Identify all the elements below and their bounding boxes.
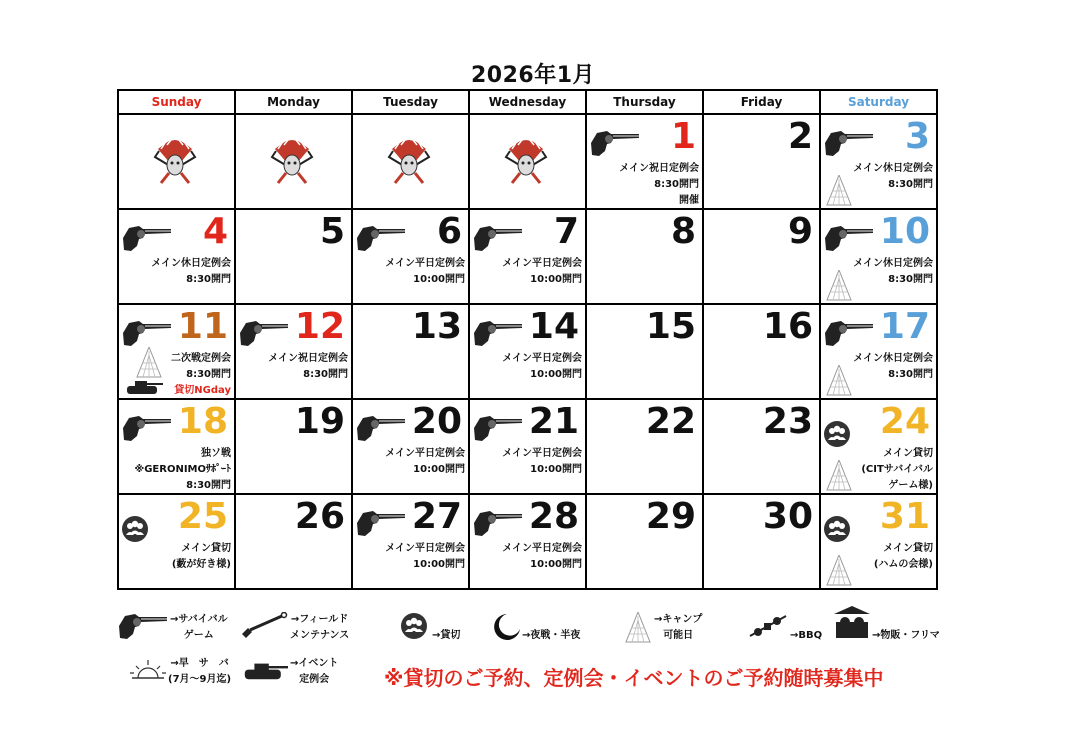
day-cell-22[interactable] xyxy=(586,399,703,494)
event-line: 10:00開門 xyxy=(530,464,582,475)
legend-event: →イベント 定例会 xyxy=(290,658,339,685)
event-line: 10:00開門 xyxy=(530,369,582,380)
event-text xyxy=(268,351,348,383)
event-text xyxy=(171,351,231,399)
event-line: メイン貸切 xyxy=(181,543,231,554)
legend-night-battle: →夜戦・半夜 xyxy=(522,630,581,641)
day-cell-26[interactable] xyxy=(235,494,352,589)
revolver-icon xyxy=(121,414,173,444)
bbq-skewer-icon xyxy=(746,610,790,640)
day-number: 9 xyxy=(787,211,813,252)
calendar-grid xyxy=(117,89,938,590)
event-text xyxy=(861,446,933,494)
day-cell-24[interactable] xyxy=(820,399,937,494)
event-line: ※GERONIMOｻﾎﾟｰﾄ xyxy=(134,464,231,475)
day-number: 15 xyxy=(645,306,696,347)
revolver-icon xyxy=(355,414,407,444)
event-line: メイン平日定例会 xyxy=(385,543,465,554)
native-chief-icon xyxy=(504,139,548,185)
day-cell-18[interactable] xyxy=(118,399,235,494)
revolver-icon xyxy=(823,224,875,254)
day-number: 4 xyxy=(202,211,228,252)
day-cell-5[interactable] xyxy=(235,209,352,304)
native-chief-icon xyxy=(153,139,197,185)
tipi-tent-icon xyxy=(825,270,853,301)
event-text xyxy=(172,541,231,573)
empty-day-cell xyxy=(118,114,235,209)
day-cell-12[interactable] xyxy=(235,304,352,399)
day-number: 31 xyxy=(879,496,930,537)
week-row xyxy=(118,399,937,494)
day-number: 6 xyxy=(436,211,462,252)
revolver-icon xyxy=(589,129,641,159)
week-row xyxy=(118,114,937,209)
day-number: 11 xyxy=(177,306,228,347)
event-line: メイン平日定例会 xyxy=(502,448,582,459)
week-row xyxy=(118,494,937,589)
day-number: 1 xyxy=(670,116,696,157)
day-cell-2[interactable] xyxy=(703,114,820,209)
market-stall-icon xyxy=(832,604,872,640)
day-cell-11[interactable] xyxy=(118,304,235,399)
crescent-moon-icon xyxy=(492,612,522,642)
native-chief-icon xyxy=(387,139,431,185)
event-text xyxy=(151,256,231,288)
event-line: メイン休日定例会 xyxy=(151,258,231,269)
event-line: 10:00開門 xyxy=(413,559,465,570)
day-number: 16 xyxy=(762,306,813,347)
event-text xyxy=(385,541,465,573)
event-line: 8:30開門 xyxy=(654,179,699,190)
event-line: (CITサバイバル xyxy=(861,464,933,475)
tipi-tent-icon xyxy=(825,365,853,396)
event-text xyxy=(853,256,933,288)
event-line: メイン祝日定例会 xyxy=(619,163,699,174)
weekday-thursday: Thursday xyxy=(586,90,703,114)
tank-icon xyxy=(240,660,292,680)
day-number: 25 xyxy=(177,496,228,537)
event-text xyxy=(502,351,582,383)
event-line: ゲーム様) xyxy=(888,480,933,491)
event-line: (ハムの会様) xyxy=(873,559,933,570)
event-line: メイン平日定例会 xyxy=(385,258,465,269)
revolver-icon xyxy=(823,129,875,159)
tipi-tent-icon xyxy=(624,612,652,643)
tipi-tent-icon xyxy=(825,175,853,206)
event-text xyxy=(853,351,933,383)
day-number: 10 xyxy=(879,211,930,252)
event-line: 10:00開門 xyxy=(530,274,582,285)
native-chief-icon xyxy=(270,139,314,185)
day-number: 14 xyxy=(528,306,579,347)
day-number: 8 xyxy=(670,211,696,252)
event-line: メイン休日定例会 xyxy=(853,258,933,269)
revolver-icon xyxy=(472,319,524,349)
event-text xyxy=(502,541,582,573)
event-text xyxy=(874,541,933,573)
event-line: メイン平日定例会 xyxy=(502,353,582,364)
group-people-icon xyxy=(823,515,851,543)
day-number: 20 xyxy=(411,401,462,442)
empty-day-cell xyxy=(469,114,586,209)
event-text xyxy=(134,446,231,494)
legend-survival: →サバイバル ゲーム xyxy=(170,614,228,641)
tank-icon xyxy=(123,378,165,396)
event-line: 8:30開門 xyxy=(888,369,933,380)
group-people-icon xyxy=(400,612,430,642)
event-line: 貸切NGday xyxy=(174,385,231,396)
weekday-wednesday: Wednesday xyxy=(469,90,586,114)
event-line: メイン貸切 xyxy=(883,543,933,554)
week-row xyxy=(118,209,937,304)
weekday-monday: Monday xyxy=(235,90,352,114)
empty-day-cell xyxy=(235,114,352,209)
legend-camp: →キャンプ 可能日 xyxy=(654,614,703,641)
revolver-icon xyxy=(355,224,407,254)
day-cell-21[interactable] xyxy=(469,399,586,494)
event-line: メイン平日定例会 xyxy=(385,448,465,459)
day-cell-3[interactable] xyxy=(820,114,937,209)
legend-field-maintenance: →フィールド メンテナンス xyxy=(290,614,350,641)
day-cell-29[interactable] xyxy=(586,494,703,589)
tipi-tent-icon xyxy=(135,347,163,378)
day-cell-31[interactable] xyxy=(820,494,937,589)
day-cell-16[interactable] xyxy=(703,304,820,399)
event-line: メイン貸切 xyxy=(883,448,933,459)
day-cell-7[interactable] xyxy=(469,209,586,304)
event-line: 8:30開門 xyxy=(888,179,933,190)
legend-market: →物販・フリマ xyxy=(872,630,940,641)
sunrise-icon xyxy=(128,656,168,682)
day-cell-13[interactable] xyxy=(352,304,469,399)
day-cell-10[interactable] xyxy=(820,209,937,304)
revolver-icon xyxy=(472,509,524,539)
day-cell-19[interactable] xyxy=(235,399,352,494)
event-line: 10:00開門 xyxy=(413,274,465,285)
day-cell-30[interactable] xyxy=(703,494,820,589)
event-line: メイン祝日定例会 xyxy=(268,353,348,364)
day-number: 26 xyxy=(294,496,345,537)
day-cell-23[interactable] xyxy=(703,399,820,494)
page-title: 2026年1月 xyxy=(470,63,596,88)
day-number: 21 xyxy=(528,401,579,442)
event-line: 独ソ戦 xyxy=(201,448,231,459)
event-line: 8:30開門 xyxy=(186,369,231,380)
revolver-icon xyxy=(238,319,290,349)
day-number: 19 xyxy=(294,401,345,442)
revolver-icon xyxy=(121,319,173,349)
day-number: 12 xyxy=(294,306,345,347)
day-cell-14[interactable] xyxy=(469,304,586,399)
event-line: 8:30開門 xyxy=(186,274,231,285)
revolver-icon xyxy=(121,224,173,254)
day-number: 5 xyxy=(319,211,345,252)
weekday-saturday: Saturday xyxy=(820,90,937,114)
weekday-header-row xyxy=(118,90,937,114)
revolver-icon xyxy=(117,612,169,642)
day-number: 7 xyxy=(553,211,579,252)
legend-early-survival: →早 サ バ (7月〜9月迄) xyxy=(168,658,232,685)
event-line: メイン休日定例会 xyxy=(853,353,933,364)
day-cell-6[interactable] xyxy=(352,209,469,304)
day-number: 28 xyxy=(528,496,579,537)
day-cell-1[interactable] xyxy=(586,114,703,209)
event-line: (藪が好き様) xyxy=(171,559,231,570)
day-cell-27[interactable] xyxy=(352,494,469,589)
day-cell-28[interactable] xyxy=(469,494,586,589)
revolver-icon xyxy=(823,319,875,349)
event-text xyxy=(619,161,699,209)
event-line: メイン休日定例会 xyxy=(853,163,933,174)
revolver-icon xyxy=(355,509,407,539)
event-line: 8:30開門 xyxy=(186,480,231,491)
day-cell-8[interactable] xyxy=(586,209,703,304)
day-number: 24 xyxy=(879,401,930,442)
day-number: 13 xyxy=(411,306,462,347)
week-row xyxy=(118,304,937,399)
event-text xyxy=(853,161,933,193)
event-text xyxy=(385,446,465,478)
day-cell-20[interactable] xyxy=(352,399,469,494)
event-line: メイン平日定例会 xyxy=(502,258,582,269)
day-number: 30 xyxy=(762,496,813,537)
event-line: 二次戦定例会 xyxy=(171,353,231,364)
shovel-icon xyxy=(238,612,290,640)
weekday-tuesday: Tuesday xyxy=(352,90,469,114)
day-number: 29 xyxy=(645,496,696,537)
empty-day-cell xyxy=(352,114,469,209)
day-number: 27 xyxy=(411,496,462,537)
legend-bbq: →BBQ xyxy=(790,630,823,641)
day-number: 18 xyxy=(177,401,228,442)
tipi-tent-icon xyxy=(825,555,853,586)
day-cell-25[interactable] xyxy=(118,494,235,589)
event-text xyxy=(502,256,582,288)
reservation-notice: ※貸切のご予約、定例会・イベントのご予約随時募集中 xyxy=(384,666,884,690)
group-people-icon xyxy=(121,515,149,543)
event-text xyxy=(502,446,582,478)
day-cell-15[interactable] xyxy=(586,304,703,399)
day-cell-4[interactable] xyxy=(118,209,235,304)
legend-rental: →貸切 xyxy=(432,630,461,641)
event-text xyxy=(385,256,465,288)
weekday-friday: Friday xyxy=(703,90,820,114)
revolver-icon xyxy=(472,414,524,444)
day-number: 17 xyxy=(879,306,930,347)
day-cell-17[interactable] xyxy=(820,304,937,399)
event-line: 10:00開門 xyxy=(413,464,465,475)
group-people-icon xyxy=(823,420,851,448)
event-line: 10:00開門 xyxy=(530,559,582,570)
day-number: 23 xyxy=(762,401,813,442)
event-line: 開催 xyxy=(679,195,699,206)
revolver-icon xyxy=(472,224,524,254)
event-line: 8:30開門 xyxy=(888,274,933,285)
day-number: 22 xyxy=(645,401,696,442)
weekday-sunday: Sunday xyxy=(118,90,235,114)
day-number: 3 xyxy=(904,116,930,157)
event-line: 8:30開門 xyxy=(303,369,348,380)
tipi-tent-icon xyxy=(825,460,853,491)
day-cell-9[interactable] xyxy=(703,209,820,304)
day-number: 2 xyxy=(787,116,813,157)
event-line: メイン平日定例会 xyxy=(502,543,582,554)
